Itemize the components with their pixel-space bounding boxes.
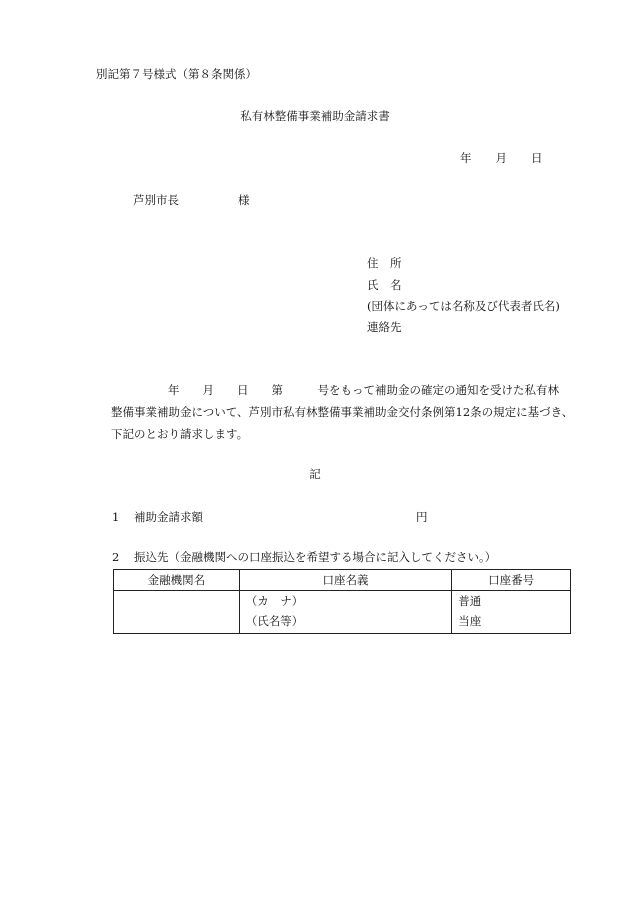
- bank-name-cell[interactable]: [114, 591, 240, 634]
- table-header-row: [114, 570, 571, 591]
- item2-label: 振込先（金融機関への口座振込を希望する場合に記入してください。）: [134, 550, 497, 564]
- applicant-org-note: (団体にあっては名称及び代表者氏名): [367, 299, 560, 313]
- account-holder-cell[interactable]: [239, 591, 452, 634]
- addressee-name: 芦別市長: [133, 193, 179, 207]
- holder-name-label: （氏名等）: [245, 614, 304, 628]
- body-line-1: 年 月 日 第 号をもって補助金の確定の通知を受けた私有林: [168, 383, 559, 397]
- body-line-2: 整備事業補助金について、芦別市私有林整備事業補助金交付条例第12条の規定に基づき、: [111, 405, 574, 419]
- header-account-number: 口座番号: [452, 570, 571, 591]
- account-type-touza: 当座: [458, 614, 482, 628]
- table-row: [114, 591, 571, 634]
- page-title: 私有林整備事業補助金請求書: [240, 109, 390, 123]
- addressee-honorific: 様: [238, 193, 250, 207]
- item1-label: 補助金請求額: [134, 510, 203, 524]
- item1-unit: 円: [416, 510, 428, 524]
- applicant-name-label: 氏 名: [367, 278, 402, 292]
- applicant-address-label: 住 所: [367, 256, 402, 270]
- header-bank-name: 金融機関名: [114, 570, 240, 591]
- body-line-3: 下記のとおり請求します。: [111, 427, 249, 441]
- date-year: 年: [460, 151, 472, 165]
- holder-kana-label: （カ ナ）: [245, 594, 304, 608]
- header-account-holder: 口座名義: [239, 570, 452, 591]
- item1-number: 1: [112, 510, 120, 524]
- date-month: 月: [495, 151, 507, 165]
- date-day: 日: [531, 151, 543, 165]
- date-line: [460, 152, 543, 166]
- body-paragraph: [111, 379, 581, 445]
- account-number-cell[interactable]: [452, 591, 571, 634]
- applicant-contact-label: 連絡先: [367, 320, 402, 334]
- account-type-futsu: 普通: [458, 594, 482, 608]
- item2-number: 2: [112, 550, 120, 564]
- form-id: 別記第７号様式（第８条関係）: [96, 67, 257, 81]
- ki-heading: 記: [309, 467, 321, 481]
- bank-account-table: [113, 569, 571, 634]
